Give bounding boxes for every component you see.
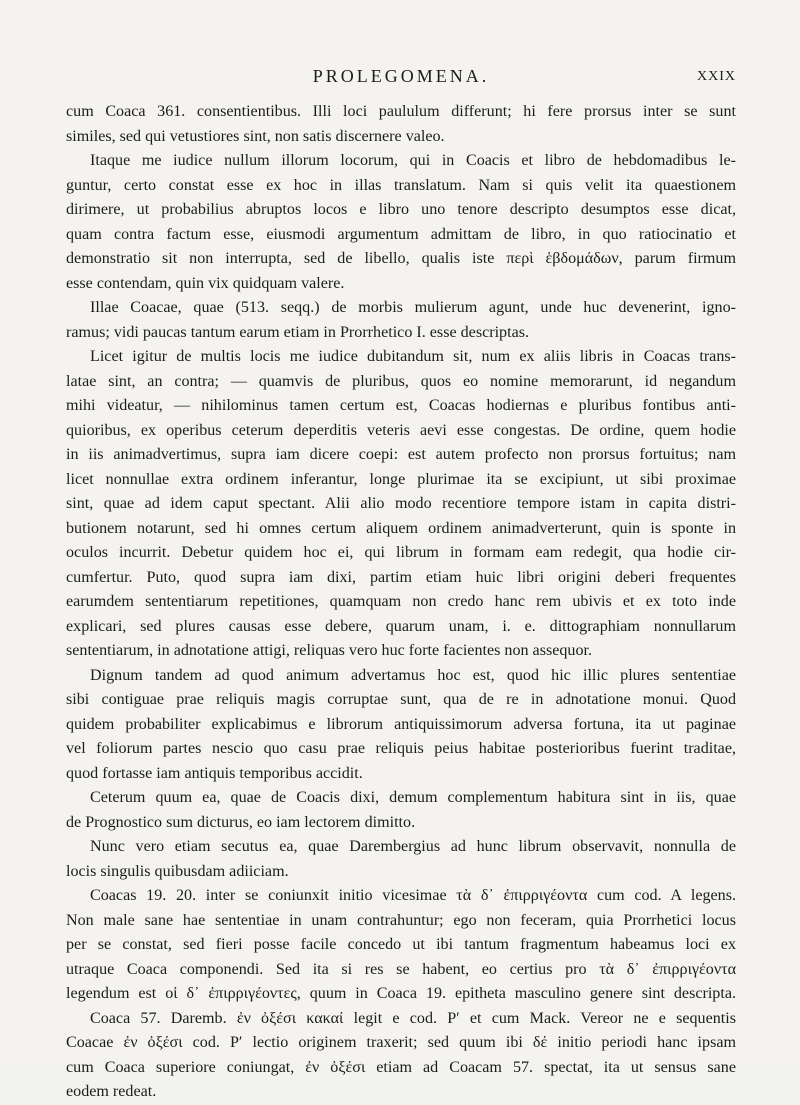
- text-line: Licet igitur de multis locis me iudice dubitandum sit, num ex aliis libris in Coacas trans-: [90, 348, 736, 365]
- text-line: Illae Coacae, quae (513. seqq.) de morbis mulierum agunt, unde huc devenerint, igno-: [90, 299, 736, 316]
- running-header: [66, 66, 736, 90]
- text-line: locis singulis quibusdam adiiciam.: [66, 862, 289, 880]
- text-line: cum Coaca 361. consentientibus. Illi loci paululum differunt; hi fere prorsus inter se sunt: [66, 103, 736, 120]
- text-line: earumdem sententiarum repetitiones, quamquam non credo hanc rem ubivis et ex toto inde: [66, 593, 736, 610]
- text-line: Itaque me iudice nullum illorum locorum, qui in Coacis et libro de hebdomadibus le-: [90, 152, 736, 169]
- text-line: cumfertur. Puto, quod supra iam dixi, partim etiam huic libri origini deberi frequentes: [66, 568, 736, 586]
- text-line: demonstratio sit non interrupta, sed de libello, qualis iste περὶ ἑβδομάδων, parum firmum: [66, 250, 736, 267]
- text-line: vel foliorum partes nescio quo casu prae reliquis peius habitae posterioribus fuerint traditae,: [66, 740, 736, 757]
- text-line: Nunc vero etiam secutus ea, quae Darembergius ad hunc librum observavit, nonnulla de: [90, 838, 736, 855]
- text-line: licet nonnullae extra ordinem inferantur, longe plurimae ita se excipiunt, ut sibi proximae: [66, 470, 736, 488]
- text-line: per se constat, sed fieri posse facile concedo ut ibi tantum fragmentum habeamus loci ex: [66, 936, 736, 953]
- text-line: Non male sane hae sententiae in unam contrahuntur; ego non feceram, quia Prorrhetici locus: [66, 911, 736, 929]
- text-line: Dignum tandem ad quod animum advertamus hoc est, quod hic illic plures sententiae: [90, 666, 736, 684]
- text-line: guntur, certo constat esse ex hoc in illas translatum. Nam si quis velit ita quaestionem: [66, 176, 736, 194]
- text-line: in iis animadvertimus, supra iam dicere coepi: est autem profecto non prorsus fortuitus; nam: [66, 446, 736, 463]
- text-line: Coaca 57. Daremb. ἐν ὀξέσι κακαί legit e cod. P′ et cum Mack. Vereor ne e sequentis: [90, 1009, 736, 1027]
- text-line: oculos incurrit. Debetur quidem hoc ei, qui librum in formam eam redegit, qua hodie cir-: [66, 544, 736, 561]
- text-line: legendum est οἱ δ᾽ ἐπιρριγέοντες, quum in Coaca 19. epitheta masculino genere sint descripta.: [66, 985, 736, 1002]
- text-line: sibi contiguae prae reliquis magis corruptae sunt, qua de re in adnotatione monui. Quod: [66, 691, 736, 708]
- text-line: Ceterum quum ea, quae de Coacis dixi, demum complementum habitura sint in iis, quae: [90, 789, 736, 806]
- text-line: quam contra factum esse, eiusmodi argumentum admittam de libro, in quo ratiocinatio et: [66, 225, 736, 243]
- page-number: XXIX: [697, 69, 736, 84]
- text-line: de Prognostico sum dicturus, eo iam lectorem dimitto.: [66, 813, 416, 831]
- text-line: quioribus, ex operibus ceterum deperditis veteris aevi esse congestas. De ordine, quem hodie: [66, 421, 736, 439]
- text-line: esse contendam, quin vix quidquam valere.: [66, 274, 345, 292]
- text-line: latae sint, an contra; — quamvis de pluribus, quos eo nomine memorarunt, id negandum: [66, 372, 736, 390]
- text-line: Coacas 19. 20. inter se coniunxit initio vicesimae τὰ δ᾽ ἐπιρριγέοντα cum cod. A legens.: [90, 887, 736, 904]
- text-line: similes, sed qui vetustiores sint, non satis discernere valeo.: [66, 127, 445, 145]
- text-line: explicari, sed plures causas esse debere, quarum unam, i. e. dittographiam nonnullarum: [66, 617, 736, 635]
- text-line: utraque Coaca componendi. Sed ita si res se habent, eo certius pro τὰ δ᾽ ἐπιρριγέοντα: [66, 960, 736, 978]
- text-line: eodem redeat.: [66, 1083, 157, 1100]
- text-line: quod fortasse iam antiquis temporibus accidit.: [66, 764, 363, 782]
- text-line: ramus; vidi paucas tantum earum etiam in Prorrhetico I. esse descriptas.: [66, 323, 530, 341]
- text-line: sint, quae ad idem caput spectant. Alii alio modo recentiore tempore istam in capita distri-: [66, 495, 736, 512]
- body-text: [66, 100, 736, 1105]
- text-line: cum Coaca superiore coniungat, ἐν ὀξέσι etiam ad Coacam 57. spectat, ita ut sensus sane: [66, 1058, 736, 1076]
- text-line: dirimere, ut probabilius abruptos locos e libro uno tenore descripto desumptos esse dicat,: [66, 201, 736, 218]
- text-line: quidem probabiliter explicabimus e librorum antiquissimorum adversa fortuna, ita ut paginae: [66, 715, 736, 733]
- page-title: PROLEGOMENA.: [312, 66, 490, 86]
- text-line: sententiarum, in adnotatione attigi, reliquas vero huc forte facientes non assequor.: [66, 642, 593, 659]
- text-line: mihi videatur, — nihilominus tamen certum est, Coacas hodiernas e pluribus fontibus anti-: [66, 397, 736, 414]
- text-line: Coacae ἐν ὀξέσι cod. P′ lectio originem traxerit; sed quum ibi δέ initio periodi hanc ipsam: [66, 1034, 736, 1051]
- text-line: butionem notarunt, sed hi omnes certum aliquem ordinem animadverterunt, quin is sponte in: [66, 519, 736, 537]
